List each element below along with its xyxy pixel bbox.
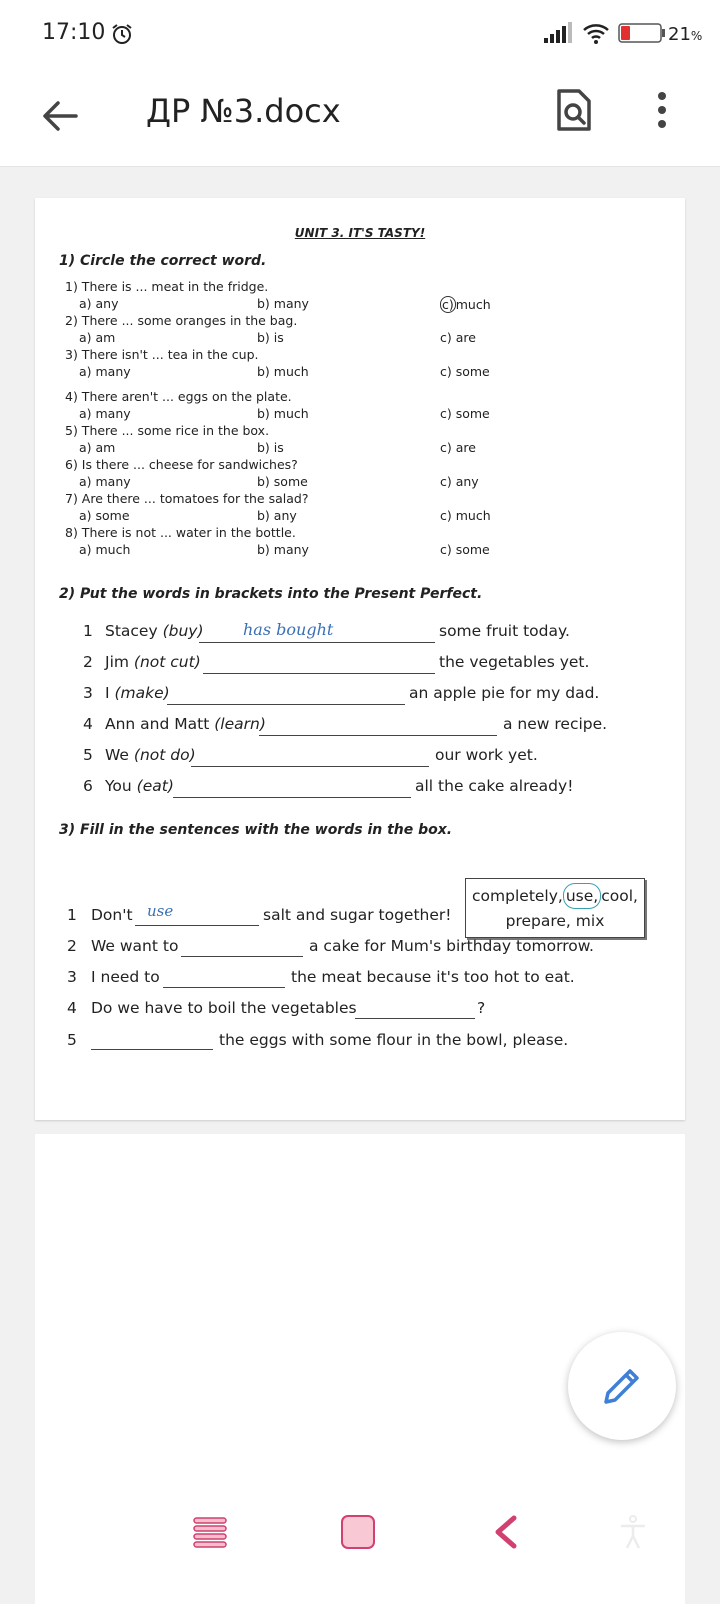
- question-6: 6) Is there ... cheese for sandwiches?: [65, 457, 298, 472]
- question-1: 1) There is ... meat in the fridge.: [65, 279, 269, 294]
- question-8: 8) There is not ... water in the bottle.: [65, 525, 296, 540]
- status-bar: [0, 0, 720, 66]
- item-pre: I need to: [91, 968, 160, 986]
- question-2: 2) There ... some oranges in the bag.: [65, 313, 298, 328]
- option-c: c) some: [440, 364, 490, 379]
- app-bar: [0, 66, 720, 167]
- menu-icon[interactable]: [192, 1516, 228, 1548]
- item-number: 4: [83, 715, 93, 733]
- answer-line[interactable]: [173, 797, 411, 798]
- item-post: the eggs with some flour in the bowl, please.: [219, 1031, 569, 1049]
- answer-line[interactable]: [181, 956, 303, 957]
- item-post: the meat because it's too hot to eat.: [291, 968, 575, 986]
- document-page[interactable]: [35, 198, 685, 1120]
- word-box: [465, 878, 645, 938]
- option-a: a) am: [79, 440, 116, 455]
- option-c: c) some: [440, 542, 490, 557]
- option-c: c) some: [440, 406, 490, 421]
- item-number: 4: [67, 999, 77, 1017]
- word-box-line-2: prepare, mix: [505, 912, 605, 930]
- option-c-text: much: [455, 297, 491, 312]
- pencil-icon: [600, 1364, 644, 1408]
- more-vert-icon[interactable]: [656, 90, 668, 130]
- item-subject: We (not do): [105, 746, 196, 764]
- word-box-line-1: completely, use, cool,: [466, 883, 644, 909]
- item-rest: some fruit today.: [439, 622, 570, 640]
- signal-icon: [544, 22, 572, 44]
- item-subject: Ann and Matt (learn): [105, 715, 266, 733]
- circled-answer: c): [442, 297, 454, 312]
- option-c: c) much: [440, 508, 491, 523]
- question-3: 3) There isn't ... tea in the cup.: [65, 347, 259, 362]
- answer-line[interactable]: [355, 1018, 475, 1019]
- answer-line[interactable]: [191, 766, 429, 767]
- option-b: b) much: [257, 364, 309, 379]
- item-subject: I (make): [105, 684, 170, 702]
- item-number: 2: [83, 653, 93, 671]
- option-a: a) any: [79, 296, 119, 311]
- nav-back-icon[interactable]: [492, 1514, 522, 1550]
- item-rest: an apple pie for my dad.: [409, 684, 600, 702]
- option-b: b) any: [257, 508, 297, 523]
- item-pre: Do we have to boil the vegetables: [91, 999, 357, 1017]
- home-icon[interactable]: [340, 1514, 376, 1550]
- item-pre: Don't: [91, 906, 133, 924]
- item-post: a cake for Mum's birthday tomorrow.: [309, 937, 594, 955]
- option-b: b) many: [257, 296, 309, 311]
- option-c: c) are: [440, 440, 476, 455]
- item-subject: Jim (not cut): [105, 653, 201, 671]
- answer-line[interactable]: [91, 1049, 213, 1050]
- option-b: b) much: [257, 406, 309, 421]
- arrow-left-icon[interactable]: [36, 92, 84, 140]
- item-rest: all the cake already!: [415, 777, 574, 795]
- answer-line[interactable]: [199, 642, 435, 643]
- section-1-title: 1) Circle the correct word.: [59, 253, 267, 269]
- handwritten-answer: use: [147, 902, 174, 920]
- unit-title: UNIT 3. IT'S TASTY!: [294, 226, 426, 240]
- item-rest: the vegetables yet.: [439, 653, 590, 671]
- option-c: [440, 296, 491, 313]
- item-number: 3: [83, 684, 93, 702]
- option-b: b) some: [257, 474, 308, 489]
- item-number: 1: [67, 906, 77, 924]
- handwritten-answer: has bought: [243, 620, 334, 639]
- battery-icon: [618, 23, 666, 43]
- edit-button[interactable]: [568, 1332, 676, 1440]
- document-search-icon[interactable]: [556, 88, 592, 132]
- option-a: a) much: [79, 542, 131, 557]
- item-number: 1: [83, 622, 93, 640]
- option-b: b) is: [257, 440, 284, 455]
- item-post: salt and sugar together!: [263, 906, 452, 924]
- section-3-title: 3) Fill in the sentences with the words in the box.: [59, 822, 453, 838]
- question-7: 7) Are there ... tomatoes for the salad?: [65, 491, 309, 506]
- answer-line[interactable]: [203, 673, 435, 674]
- option-b: b) many: [257, 542, 309, 557]
- answer-line[interactable]: [163, 987, 285, 988]
- answer-line[interactable]: [259, 735, 497, 736]
- item-pre: We want to: [91, 937, 179, 955]
- navigation-bar: [0, 1490, 720, 1600]
- item-post: ?: [477, 999, 486, 1017]
- alarm-icon: [110, 22, 134, 46]
- question-5: 5) There ... some rice in the box.: [65, 423, 270, 438]
- item-number: 5: [83, 746, 93, 764]
- wifi-icon: [582, 22, 612, 44]
- option-a: a) many: [79, 474, 131, 489]
- answer-line[interactable]: [167, 704, 405, 705]
- item-number: 6: [83, 777, 93, 795]
- circled-word: use,: [563, 883, 601, 909]
- item-number: 3: [67, 968, 77, 986]
- item-subject: You (eat): [105, 777, 174, 795]
- item-number: 5: [67, 1031, 77, 1049]
- status-time: 17:10: [42, 20, 106, 45]
- item-rest: our work yet.: [435, 746, 538, 764]
- section-2-title: 2) Put the words in brackets into the Present Perfect.: [59, 586, 483, 602]
- option-c: c) are: [440, 330, 476, 345]
- item-rest: a new recipe.: [503, 715, 608, 733]
- item-subject: Stacey (buy): [105, 622, 204, 640]
- option-a: a) many: [79, 364, 131, 379]
- option-a: a) some: [79, 508, 130, 523]
- option-a: a) many: [79, 406, 131, 421]
- option-c: c) any: [440, 474, 479, 489]
- option-a: a) am: [79, 330, 116, 345]
- question-4: 4) There aren't ... eggs on the plate.: [65, 389, 292, 404]
- answer-line[interactable]: [135, 925, 259, 926]
- document-title: ДР №3.docx: [146, 92, 341, 130]
- option-b: b) is: [257, 330, 284, 345]
- item-number: 2: [67, 937, 77, 955]
- accessibility-icon[interactable]: [618, 1514, 648, 1550]
- battery-percent: 21%: [668, 24, 703, 45]
